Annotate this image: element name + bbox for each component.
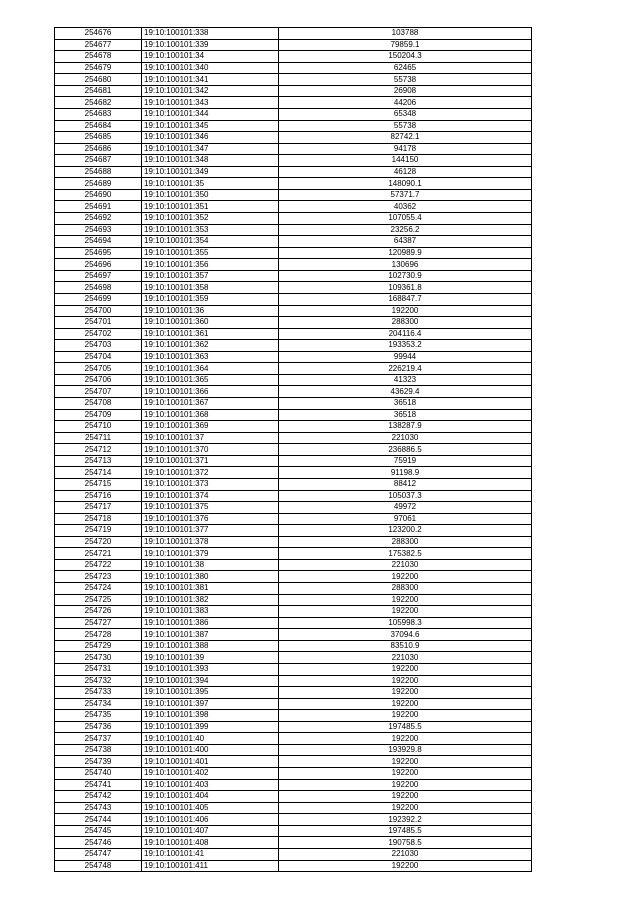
record-number-cell: 254724 xyxy=(55,583,142,595)
table-row xyxy=(55,652,532,664)
record-number-cell: 254697 xyxy=(55,270,142,282)
value-cell: 130696 xyxy=(279,259,532,271)
record-number-cell: 254696 xyxy=(55,259,142,271)
table-row xyxy=(55,108,532,120)
value-cell: 43629.4 xyxy=(279,386,532,398)
table-row xyxy=(55,617,532,629)
value-cell: 192200 xyxy=(279,675,532,687)
record-number-cell: 254695 xyxy=(55,247,142,259)
record-number-cell: 254723 xyxy=(55,571,142,583)
cadastral-number-cell: 19:10:100101:383 xyxy=(142,606,279,618)
value-cell: 150204.3 xyxy=(279,51,532,63)
record-number-cell: 254713 xyxy=(55,455,142,467)
table-body xyxy=(55,28,532,872)
record-number-cell: 254703 xyxy=(55,340,142,352)
cadastral-number-cell: 19:10:100101:35 xyxy=(142,178,279,190)
record-number-cell: 254687 xyxy=(55,155,142,167)
record-number-cell: 254706 xyxy=(55,374,142,386)
record-number-cell: 254715 xyxy=(55,478,142,490)
cadastral-number-cell: 19:10:100101:393 xyxy=(142,663,279,675)
table-row xyxy=(55,178,532,190)
table-row xyxy=(55,848,532,860)
value-cell: 192200 xyxy=(279,571,532,583)
record-number-cell: 254730 xyxy=(55,652,142,664)
cadastral-number-cell: 19:10:100101:408 xyxy=(142,837,279,849)
record-number-cell: 254700 xyxy=(55,305,142,317)
table-row xyxy=(55,236,532,248)
cadastral-number-cell: 19:10:100101:41 xyxy=(142,848,279,860)
table-row xyxy=(55,374,532,386)
table-row xyxy=(55,640,532,652)
cadastral-number-cell: 19:10:100101:358 xyxy=(142,282,279,294)
cadastral-number-cell: 19:10:100101:356 xyxy=(142,259,279,271)
value-cell: 192200 xyxy=(279,606,532,618)
cadastral-number-cell: 19:10:100101:363 xyxy=(142,351,279,363)
table-row xyxy=(55,860,532,872)
cadastral-number-cell: 19:10:100101:386 xyxy=(142,617,279,629)
cadastral-number-cell: 19:10:100101:394 xyxy=(142,675,279,687)
record-number-cell: 254727 xyxy=(55,617,142,629)
cadastral-number-cell: 19:10:100101:351 xyxy=(142,201,279,213)
table-row xyxy=(55,663,532,675)
table-row xyxy=(55,201,532,213)
record-number-cell: 254726 xyxy=(55,606,142,618)
record-number-cell: 254705 xyxy=(55,363,142,375)
cadastral-number-cell: 19:10:100101:397 xyxy=(142,698,279,710)
cadastral-number-cell: 19:10:100101:349 xyxy=(142,166,279,178)
value-cell: 57371.7 xyxy=(279,189,532,201)
data-table xyxy=(54,27,532,872)
cadastral-number-cell: 19:10:100101:343 xyxy=(142,97,279,109)
value-cell: 197485.5 xyxy=(279,825,532,837)
record-number-cell: 254748 xyxy=(55,860,142,872)
table-row xyxy=(55,802,532,814)
table-row xyxy=(55,351,532,363)
value-cell: 193353.2 xyxy=(279,340,532,352)
table-row xyxy=(55,143,532,155)
value-cell: 288300 xyxy=(279,583,532,595)
record-number-cell: 254694 xyxy=(55,236,142,248)
value-cell: 103788 xyxy=(279,28,532,40)
cadastral-number-cell: 19:10:100101:379 xyxy=(142,548,279,560)
cadastral-number-cell: 19:10:100101:38 xyxy=(142,559,279,571)
table-row xyxy=(55,62,532,74)
table-row xyxy=(55,97,532,109)
table-row xyxy=(55,363,532,375)
table-row xyxy=(55,166,532,178)
cadastral-number-cell: 19:10:100101:360 xyxy=(142,317,279,329)
value-cell: 109361.8 xyxy=(279,282,532,294)
table-row xyxy=(55,698,532,710)
value-cell: 55738 xyxy=(279,120,532,132)
cadastral-number-cell: 19:10:100101:398 xyxy=(142,710,279,722)
record-number-cell: 254743 xyxy=(55,802,142,814)
record-number-cell: 254747 xyxy=(55,848,142,860)
table-row xyxy=(55,814,532,826)
record-number-cell: 254728 xyxy=(55,629,142,641)
cadastral-number-cell: 19:10:100101:342 xyxy=(142,85,279,97)
record-number-cell: 254712 xyxy=(55,444,142,456)
record-number-cell: 254736 xyxy=(55,721,142,733)
value-cell: 97061 xyxy=(279,513,532,525)
cadastral-number-cell: 19:10:100101:357 xyxy=(142,270,279,282)
value-cell: 99944 xyxy=(279,351,532,363)
cadastral-number-cell: 19:10:100101:382 xyxy=(142,594,279,606)
value-cell: 36518 xyxy=(279,409,532,421)
table-row xyxy=(55,409,532,421)
value-cell: 204116.4 xyxy=(279,328,532,340)
table-row xyxy=(55,513,532,525)
value-cell: 82742.1 xyxy=(279,132,532,144)
value-cell: 193929.8 xyxy=(279,744,532,756)
record-number-cell: 254731 xyxy=(55,663,142,675)
record-number-cell: 254722 xyxy=(55,559,142,571)
cadastral-number-cell: 19:10:100101:369 xyxy=(142,421,279,433)
cadastral-number-cell: 19:10:100101:375 xyxy=(142,502,279,514)
table-row xyxy=(55,455,532,467)
value-cell: 288300 xyxy=(279,317,532,329)
value-cell: 94178 xyxy=(279,143,532,155)
record-number-cell: 254684 xyxy=(55,120,142,132)
value-cell: 88412 xyxy=(279,478,532,490)
table-row xyxy=(55,837,532,849)
record-number-cell: 254737 xyxy=(55,733,142,745)
table-row xyxy=(55,710,532,722)
cadastral-number-cell: 19:10:100101:371 xyxy=(142,455,279,467)
record-number-cell: 254688 xyxy=(55,166,142,178)
cadastral-number-cell: 19:10:100101:361 xyxy=(142,328,279,340)
table-row xyxy=(55,189,532,201)
value-cell: 192200 xyxy=(279,802,532,814)
record-number-cell: 254744 xyxy=(55,814,142,826)
cadastral-number-cell: 19:10:100101:352 xyxy=(142,213,279,225)
value-cell: 138287.9 xyxy=(279,421,532,433)
cadastral-number-cell: 19:10:100101:405 xyxy=(142,802,279,814)
cadastral-number-cell: 19:10:100101:364 xyxy=(142,363,279,375)
value-cell: 221030 xyxy=(279,652,532,664)
record-number-cell: 254742 xyxy=(55,791,142,803)
record-number-cell: 254682 xyxy=(55,97,142,109)
cadastral-number-cell: 19:10:100101:380 xyxy=(142,571,279,583)
record-number-cell: 254686 xyxy=(55,143,142,155)
table-row xyxy=(55,733,532,745)
table-row xyxy=(55,120,532,132)
table-row xyxy=(55,328,532,340)
value-cell: 192200 xyxy=(279,768,532,780)
record-number-cell: 254676 xyxy=(55,28,142,40)
table-row xyxy=(55,791,532,803)
value-cell: 192200 xyxy=(279,687,532,699)
value-cell: 91198.9 xyxy=(279,467,532,479)
table-row xyxy=(55,583,532,595)
cadastral-number-cell: 19:10:100101:404 xyxy=(142,791,279,803)
table-row xyxy=(55,282,532,294)
cadastral-number-cell: 19:10:100101:341 xyxy=(142,74,279,86)
value-cell: 23256.2 xyxy=(279,224,532,236)
value-cell: 46128 xyxy=(279,166,532,178)
value-cell: 192200 xyxy=(279,663,532,675)
cadastral-number-cell: 19:10:100101:374 xyxy=(142,490,279,502)
record-number-cell: 254681 xyxy=(55,85,142,97)
value-cell: 221030 xyxy=(279,559,532,571)
table-row xyxy=(55,213,532,225)
cadastral-number-cell: 19:10:100101:362 xyxy=(142,340,279,352)
record-number-cell: 254735 xyxy=(55,710,142,722)
record-number-cell: 254683 xyxy=(55,108,142,120)
record-number-cell: 254702 xyxy=(55,328,142,340)
cadastral-number-cell: 19:10:100101:407 xyxy=(142,825,279,837)
table-row xyxy=(55,155,532,167)
table-row xyxy=(55,28,532,40)
table-row xyxy=(55,467,532,479)
record-number-cell: 254729 xyxy=(55,640,142,652)
table-row xyxy=(55,224,532,236)
cadastral-number-cell: 19:10:100101:34 xyxy=(142,51,279,63)
value-cell: 192200 xyxy=(279,791,532,803)
record-number-cell: 254718 xyxy=(55,513,142,525)
table-row xyxy=(55,606,532,618)
value-cell: 36518 xyxy=(279,398,532,410)
cadastral-number-cell: 19:10:100101:403 xyxy=(142,779,279,791)
record-number-cell: 254708 xyxy=(55,398,142,410)
table-row xyxy=(55,247,532,259)
record-number-cell: 254739 xyxy=(55,756,142,768)
value-cell: 192200 xyxy=(279,594,532,606)
value-cell: 107055.4 xyxy=(279,213,532,225)
table-row xyxy=(55,305,532,317)
cadastral-number-cell: 19:10:100101:347 xyxy=(142,143,279,155)
record-number-cell: 254692 xyxy=(55,213,142,225)
record-number-cell: 254690 xyxy=(55,189,142,201)
table-row xyxy=(55,421,532,433)
table-row xyxy=(55,478,532,490)
record-number-cell: 254732 xyxy=(55,675,142,687)
table-row xyxy=(55,39,532,51)
table-row xyxy=(55,432,532,444)
cadastral-number-cell: 19:10:100101:402 xyxy=(142,768,279,780)
cadastral-number-cell: 19:10:100101:365 xyxy=(142,374,279,386)
table-row xyxy=(55,721,532,733)
cadastral-number-cell: 19:10:100101:377 xyxy=(142,525,279,537)
value-cell: 75919 xyxy=(279,455,532,467)
value-cell: 288300 xyxy=(279,536,532,548)
table-row xyxy=(55,779,532,791)
table-row xyxy=(55,317,532,329)
cadastral-number-cell: 19:10:100101:399 xyxy=(142,721,279,733)
table-row xyxy=(55,340,532,352)
table-row xyxy=(55,571,532,583)
value-cell: 49972 xyxy=(279,502,532,514)
record-number-cell: 254680 xyxy=(55,74,142,86)
table-row xyxy=(55,85,532,97)
record-number-cell: 254745 xyxy=(55,825,142,837)
value-cell: 62465 xyxy=(279,62,532,74)
cadastral-number-cell: 19:10:100101:406 xyxy=(142,814,279,826)
value-cell: 105998.3 xyxy=(279,617,532,629)
cadastral-number-cell: 19:10:100101:400 xyxy=(142,744,279,756)
value-cell: 44206 xyxy=(279,97,532,109)
cadastral-number-cell: 19:10:100101:355 xyxy=(142,247,279,259)
value-cell: 79859.1 xyxy=(279,39,532,51)
table-row xyxy=(55,444,532,456)
value-cell: 148090.1 xyxy=(279,178,532,190)
record-number-cell: 254693 xyxy=(55,224,142,236)
record-number-cell: 254704 xyxy=(55,351,142,363)
cadastral-number-cell: 19:10:100101:376 xyxy=(142,513,279,525)
table-row xyxy=(55,502,532,514)
record-number-cell: 254733 xyxy=(55,687,142,699)
value-cell: 221030 xyxy=(279,848,532,860)
value-cell: 192200 xyxy=(279,779,532,791)
table-row xyxy=(55,675,532,687)
value-cell: 37094.6 xyxy=(279,629,532,641)
cadastral-number-cell: 19:10:100101:370 xyxy=(142,444,279,456)
cadastral-number-cell: 19:10:100101:367 xyxy=(142,398,279,410)
table-row xyxy=(55,490,532,502)
record-number-cell: 254699 xyxy=(55,293,142,305)
record-number-cell: 254716 xyxy=(55,490,142,502)
value-cell: 236886.5 xyxy=(279,444,532,456)
table-row xyxy=(55,525,532,537)
cadastral-number-cell: 19:10:100101:346 xyxy=(142,132,279,144)
value-cell: 192200 xyxy=(279,756,532,768)
table-row xyxy=(55,259,532,271)
cadastral-number-cell: 19:10:100101:339 xyxy=(142,39,279,51)
record-number-cell: 254740 xyxy=(55,768,142,780)
value-cell: 197485.5 xyxy=(279,721,532,733)
value-cell: 192200 xyxy=(279,305,532,317)
cadastral-number-cell: 19:10:100101:411 xyxy=(142,860,279,872)
table-row xyxy=(55,768,532,780)
value-cell: 123200.2 xyxy=(279,525,532,537)
record-number-cell: 254741 xyxy=(55,779,142,791)
value-cell: 105037.3 xyxy=(279,490,532,502)
value-cell: 226219.4 xyxy=(279,363,532,375)
table-row xyxy=(55,629,532,641)
value-cell: 192200 xyxy=(279,710,532,722)
value-cell: 168847.7 xyxy=(279,293,532,305)
cadastral-number-cell: 19:10:100101:395 xyxy=(142,687,279,699)
record-number-cell: 254677 xyxy=(55,39,142,51)
table-row xyxy=(55,270,532,282)
table-row xyxy=(55,825,532,837)
cadastral-number-cell: 19:10:100101:366 xyxy=(142,386,279,398)
table-row xyxy=(55,398,532,410)
cadastral-number-cell: 19:10:100101:37 xyxy=(142,432,279,444)
record-number-cell: 254679 xyxy=(55,62,142,74)
record-number-cell: 254711 xyxy=(55,432,142,444)
value-cell: 175382.5 xyxy=(279,548,532,560)
cadastral-number-cell: 19:10:100101:388 xyxy=(142,640,279,652)
table-row xyxy=(55,74,532,86)
record-number-cell: 254725 xyxy=(55,594,142,606)
record-number-cell: 254689 xyxy=(55,178,142,190)
record-number-cell: 254691 xyxy=(55,201,142,213)
cadastral-number-cell: 19:10:100101:354 xyxy=(142,236,279,248)
record-number-cell: 254698 xyxy=(55,282,142,294)
table-row xyxy=(55,51,532,63)
value-cell: 221030 xyxy=(279,432,532,444)
value-cell: 102730.9 xyxy=(279,270,532,282)
record-number-cell: 254714 xyxy=(55,467,142,479)
cadastral-number-cell: 19:10:100101:350 xyxy=(142,189,279,201)
value-cell: 65348 xyxy=(279,108,532,120)
record-number-cell: 254701 xyxy=(55,317,142,329)
cadastral-number-cell: 19:10:100101:401 xyxy=(142,756,279,768)
table-row xyxy=(55,756,532,768)
record-number-cell: 254738 xyxy=(55,744,142,756)
cadastral-number-cell: 19:10:100101:373 xyxy=(142,478,279,490)
cadastral-number-cell: 19:10:100101:340 xyxy=(142,62,279,74)
record-number-cell: 254685 xyxy=(55,132,142,144)
record-number-cell: 254709 xyxy=(55,409,142,421)
cadastral-number-cell: 19:10:100101:378 xyxy=(142,536,279,548)
value-cell: 64387 xyxy=(279,236,532,248)
value-cell: 83510.9 xyxy=(279,640,532,652)
value-cell: 192200 xyxy=(279,860,532,872)
cadastral-number-cell: 19:10:100101:36 xyxy=(142,305,279,317)
record-number-cell: 254678 xyxy=(55,51,142,63)
value-cell: 41323 xyxy=(279,374,532,386)
cadastral-number-cell: 19:10:100101:387 xyxy=(142,629,279,641)
record-number-cell: 254707 xyxy=(55,386,142,398)
record-number-cell: 254734 xyxy=(55,698,142,710)
cadastral-number-cell: 19:10:100101:359 xyxy=(142,293,279,305)
cadastral-number-cell: 19:10:100101:39 xyxy=(142,652,279,664)
value-cell: 190758.5 xyxy=(279,837,532,849)
table-row xyxy=(55,293,532,305)
cadastral-number-cell: 19:10:100101:372 xyxy=(142,467,279,479)
record-number-cell: 254721 xyxy=(55,548,142,560)
cadastral-number-cell: 19:10:100101:368 xyxy=(142,409,279,421)
cadastral-number-cell: 19:10:100101:344 xyxy=(142,108,279,120)
table-row xyxy=(55,548,532,560)
cadastral-number-cell: 19:10:100101:348 xyxy=(142,155,279,167)
value-cell: 192392.2 xyxy=(279,814,532,826)
table-row xyxy=(55,559,532,571)
record-number-cell: 254719 xyxy=(55,525,142,537)
record-number-cell: 254746 xyxy=(55,837,142,849)
cadastral-number-cell: 19:10:100101:40 xyxy=(142,733,279,745)
table-row xyxy=(55,536,532,548)
value-cell: 120989.9 xyxy=(279,247,532,259)
value-cell: 192200 xyxy=(279,733,532,745)
cadastral-number-cell: 19:10:100101:338 xyxy=(142,28,279,40)
table-row xyxy=(55,386,532,398)
cadastral-number-cell: 19:10:100101:345 xyxy=(142,120,279,132)
table-row xyxy=(55,687,532,699)
cadastral-number-cell: 19:10:100101:353 xyxy=(142,224,279,236)
value-cell: 192200 xyxy=(279,698,532,710)
value-cell: 26908 xyxy=(279,85,532,97)
record-number-cell: 254710 xyxy=(55,421,142,433)
record-number-cell: 254717 xyxy=(55,502,142,514)
value-cell: 144150 xyxy=(279,155,532,167)
cadastral-number-cell: 19:10:100101:381 xyxy=(142,583,279,595)
table-row xyxy=(55,744,532,756)
table-row xyxy=(55,132,532,144)
value-cell: 55738 xyxy=(279,74,532,86)
value-cell: 40362 xyxy=(279,201,532,213)
record-number-cell: 254720 xyxy=(55,536,142,548)
table-row xyxy=(55,594,532,606)
